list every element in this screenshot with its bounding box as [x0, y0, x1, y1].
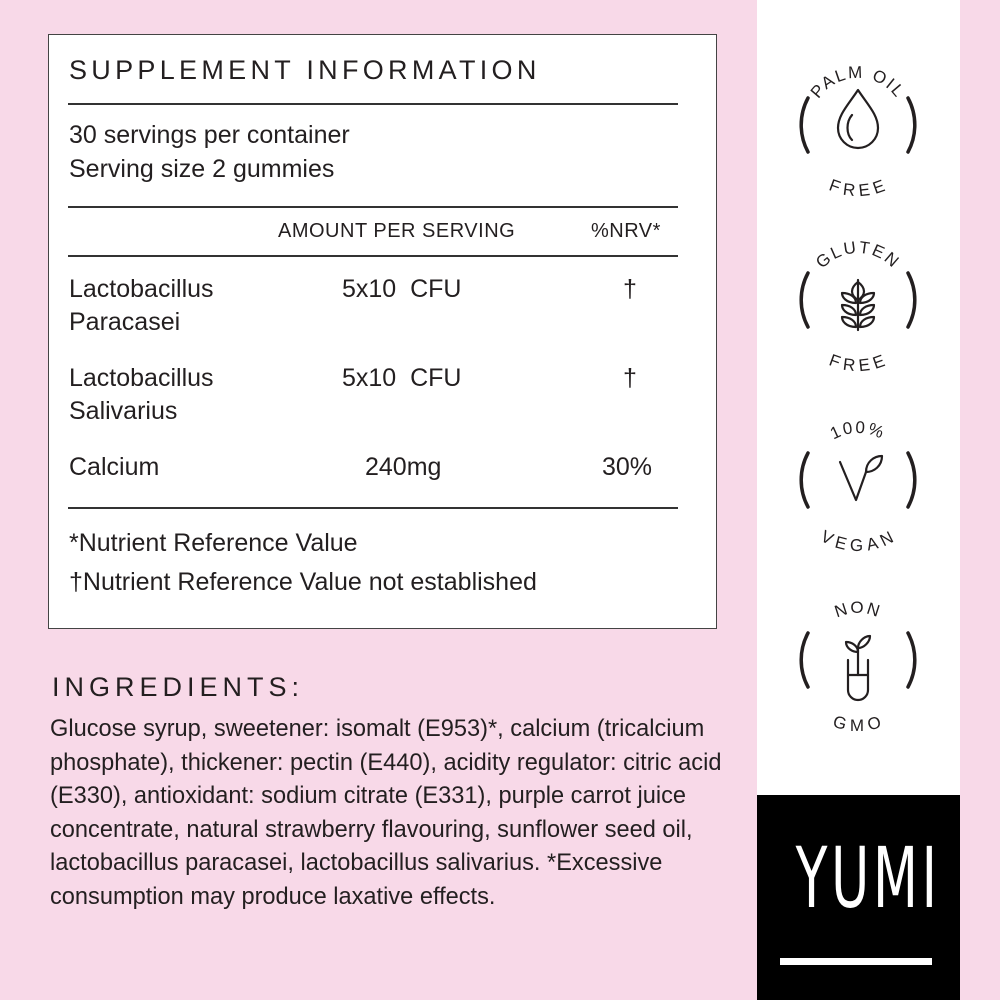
badge-top-text: 100%: [827, 417, 889, 444]
servings-per-container: 30 servings per container: [69, 121, 350, 149]
badge-bottom-text: VEGAN: [817, 526, 899, 556]
nutrient-name: Lactobacillus: [69, 364, 214, 392]
badge-bottom-text: FREE: [826, 175, 890, 201]
brand-logo: [757, 795, 960, 1000]
badge-top-text: PALM OIL: [806, 62, 910, 102]
badge-top-text: NON: [832, 598, 884, 622]
brand-name: YUMI: [795, 829, 941, 927]
nutrient-nrv: †: [623, 275, 637, 303]
footnote-nrv: *Nutrient Reference Value: [69, 529, 358, 557]
amount-header: AMOUNT PER SERVING: [278, 220, 516, 242]
nutrient-nrv: 30%: [602, 453, 653, 481]
badge-bottom-text: FREE: [826, 350, 890, 376]
nutrient-name: Salivarius: [69, 397, 178, 425]
badge-top-text: GLUTEN: [812, 237, 904, 273]
wheat-icon: [842, 280, 874, 330]
ingredients-heading: INGREDIENTS:: [52, 672, 305, 702]
nutrient-name: Paracasei: [69, 308, 181, 336]
nutrient-name: Lactobacillus: [69, 275, 214, 303]
serving-size: Serving size 2 gummies: [69, 155, 335, 183]
nutrient-nrv: †: [623, 364, 637, 392]
test-tube-sprout-icon: [846, 636, 870, 700]
nutrient-name: Calcium: [69, 453, 160, 481]
nrv-header: %NRV*: [591, 220, 661, 242]
logo-underline: [780, 958, 932, 965]
badge-bottom-text: GMO: [830, 712, 886, 735]
leaf-v-icon: [840, 456, 882, 500]
supplement-title: SUPPLEMENT INFORMATION: [69, 55, 541, 85]
nutrient-amount: 5x10 CFU: [342, 364, 462, 392]
footnote-not-established: †Nutrient Reference Value not established: [69, 568, 537, 596]
droplet-icon: [838, 90, 878, 148]
nutrient-amount: 240mg: [365, 453, 442, 481]
ingredients-text: Glucose syrup, sweetener: isomalt (E953)*, calcium (tricalcium phosphate), thickener: pectin (E440), acidity regulator: citric acid (E330), antioxidant: sodium citrate (E331), purple carrot juice concentrate, natural strawberry flavouring, sunflower seed oil, lactobacillus paracasei, lactobacillus salivarius. *Excessive consumption may produce laxative effects.: [50, 716, 722, 910]
nutrient-amount: 5x10 CFU: [342, 275, 462, 303]
